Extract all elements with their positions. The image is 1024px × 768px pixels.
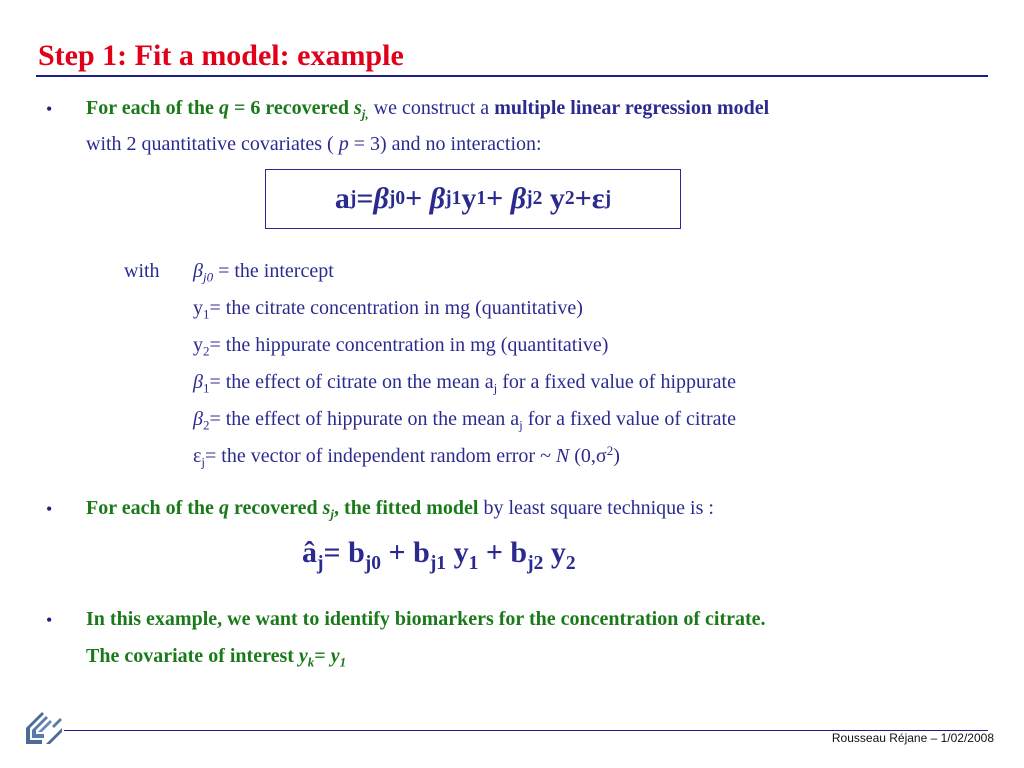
def0-sub: j0: [202, 269, 214, 285]
bullet3-eq: =: [314, 645, 331, 667]
bullet3-y1-sub: 1: [339, 654, 347, 670]
bullet3-line1: In this example, we want to identify biomarkers for the concentration of citrate.: [86, 608, 766, 630]
bullet2-green-a: For each of the: [86, 497, 219, 519]
eq1-equals: =: [356, 182, 374, 215]
def2-sym: y: [193, 334, 203, 356]
eq1-y1: y: [461, 182, 477, 215]
def-epsilon: [193, 438, 736, 475]
bullet2-q: q: [218, 497, 229, 519]
bullet1-q: q: [218, 97, 229, 119]
bullet1-line2-b: = 3) and no interaction:: [348, 133, 542, 155]
bullet3-yk-sub: k: [307, 654, 315, 670]
def4-mid-sub: j: [519, 417, 523, 433]
model-equation-box: a j = β j0 + β j1 y 1 + β j2 y 2 + ε j: [265, 169, 681, 229]
def3-sub: 1: [202, 380, 210, 396]
bullet1-p: p: [338, 133, 349, 155]
def5-text-b: (0,σ: [569, 445, 607, 467]
def3-sym: β: [193, 371, 203, 393]
footer-author-date: Rousseau Réjane – 1/02/2008: [831, 731, 994, 745]
def5-text-a: = the vector of independent random error ~: [205, 445, 556, 467]
bullet2-s: s: [322, 497, 331, 519]
bullet1-s: s: [354, 97, 362, 119]
eq2-y2: y: [543, 536, 566, 569]
def3-text-a: = the effect of citrate on the mean a: [209, 371, 494, 393]
bullet-marker-2: •: [46, 499, 53, 519]
bullet-marker-1: •: [46, 99, 53, 119]
def-beta1: [193, 364, 736, 401]
bullet3-line2-a: The covariate of interest: [86, 645, 299, 667]
def5-text-c: ): [613, 445, 620, 467]
def-intercept: [193, 253, 736, 290]
eq1-y2: y: [549, 182, 565, 215]
def1-sub: 1: [203, 306, 210, 322]
def4-text-a: = the effect of hippurate on the mean a: [209, 408, 520, 430]
bullet1-bold-blue: multiple linear regression model: [494, 97, 770, 119]
institution-logo-icon: [24, 706, 64, 746]
eq1-a: a: [334, 182, 350, 215]
eq1-plus1: +: [405, 182, 423, 215]
bullet1-s-sub: j,: [361, 106, 369, 122]
slide-title: Step 1: Fit a model: example: [38, 39, 404, 72]
def3-text-b: for a fixed value of hippurate: [497, 371, 736, 393]
eq1-beta0: β: [373, 182, 389, 215]
title-underline: [36, 75, 988, 77]
bullet2-blue-a: by least square technique is :: [478, 497, 714, 519]
bullet2-green-c: , the fitted model: [334, 497, 479, 519]
bullet2-green-b: recovered: [228, 497, 323, 519]
eq2-y1: y: [446, 536, 469, 569]
bullet1-line2-a: with 2 quantitative covariates (: [86, 133, 339, 155]
def-beta2: [193, 401, 736, 438]
eq2-plus-b2: + b: [478, 536, 528, 569]
def4-sub: 2: [202, 417, 210, 433]
eq2-a-hat: â: [302, 536, 317, 569]
bullet3-line2: [86, 642, 346, 670]
bullet2-line: [86, 494, 714, 522]
def5-sub: j: [201, 454, 206, 470]
eq2-b1-sub: j1: [429, 552, 447, 574]
with-label: with: [124, 260, 160, 282]
definitions-list: [193, 253, 736, 475]
def5-sup: 2: [606, 442, 614, 458]
bullet3-yk: y: [298, 645, 308, 667]
def3-mid-sub: j: [493, 380, 498, 396]
eq1-epsilon: ε: [591, 182, 605, 215]
def4-text-b: for a fixed value of citrate: [522, 408, 736, 430]
fitted-equation: [302, 536, 576, 574]
def1-sym: y: [193, 297, 203, 319]
eq1-beta1: β: [429, 182, 446, 215]
def-y1: [193, 290, 736, 327]
bullet1-green-b: = 6 recovered: [228, 97, 354, 119]
eq2-b2-sub: j2: [527, 552, 544, 574]
def5-n: N: [555, 445, 570, 467]
eq2-y2-sub: 2: [565, 552, 576, 574]
bullet3-y1: y: [330, 645, 340, 667]
eq1-plus2: +: [486, 182, 504, 215]
bullet-marker-3: •: [46, 610, 53, 630]
def-y2: [193, 327, 736, 364]
def0-sym: β: [193, 260, 203, 282]
bullet1-green-a: For each of the: [86, 97, 219, 119]
eq1-beta2: β: [510, 182, 527, 215]
bullet1-blue-a: we construct a: [368, 97, 495, 119]
def2-sub: 2: [203, 343, 210, 359]
bullet1-line1: [86, 94, 769, 122]
eq2-b0-sub: j0: [364, 552, 382, 574]
eq1-plus3: +: [574, 182, 592, 215]
def2-text: = the hippurate concentration in mg (quantitative): [209, 334, 609, 356]
bullet1-line2: [86, 130, 542, 158]
def5-sym: ε: [193, 445, 202, 467]
def1-text: = the citrate concentration in mg (quantitative): [209, 297, 583, 319]
eq2-plus-b1: + b: [381, 536, 430, 569]
bullet2-s-sub: j: [330, 506, 335, 522]
eq2-eq-b0: = b: [323, 536, 365, 569]
def0-text: = the intercept: [213, 260, 334, 282]
eq2-y1-sub: 1: [468, 552, 479, 574]
eq2-a-sub: j: [317, 552, 324, 574]
def4-sym: β: [193, 408, 203, 430]
